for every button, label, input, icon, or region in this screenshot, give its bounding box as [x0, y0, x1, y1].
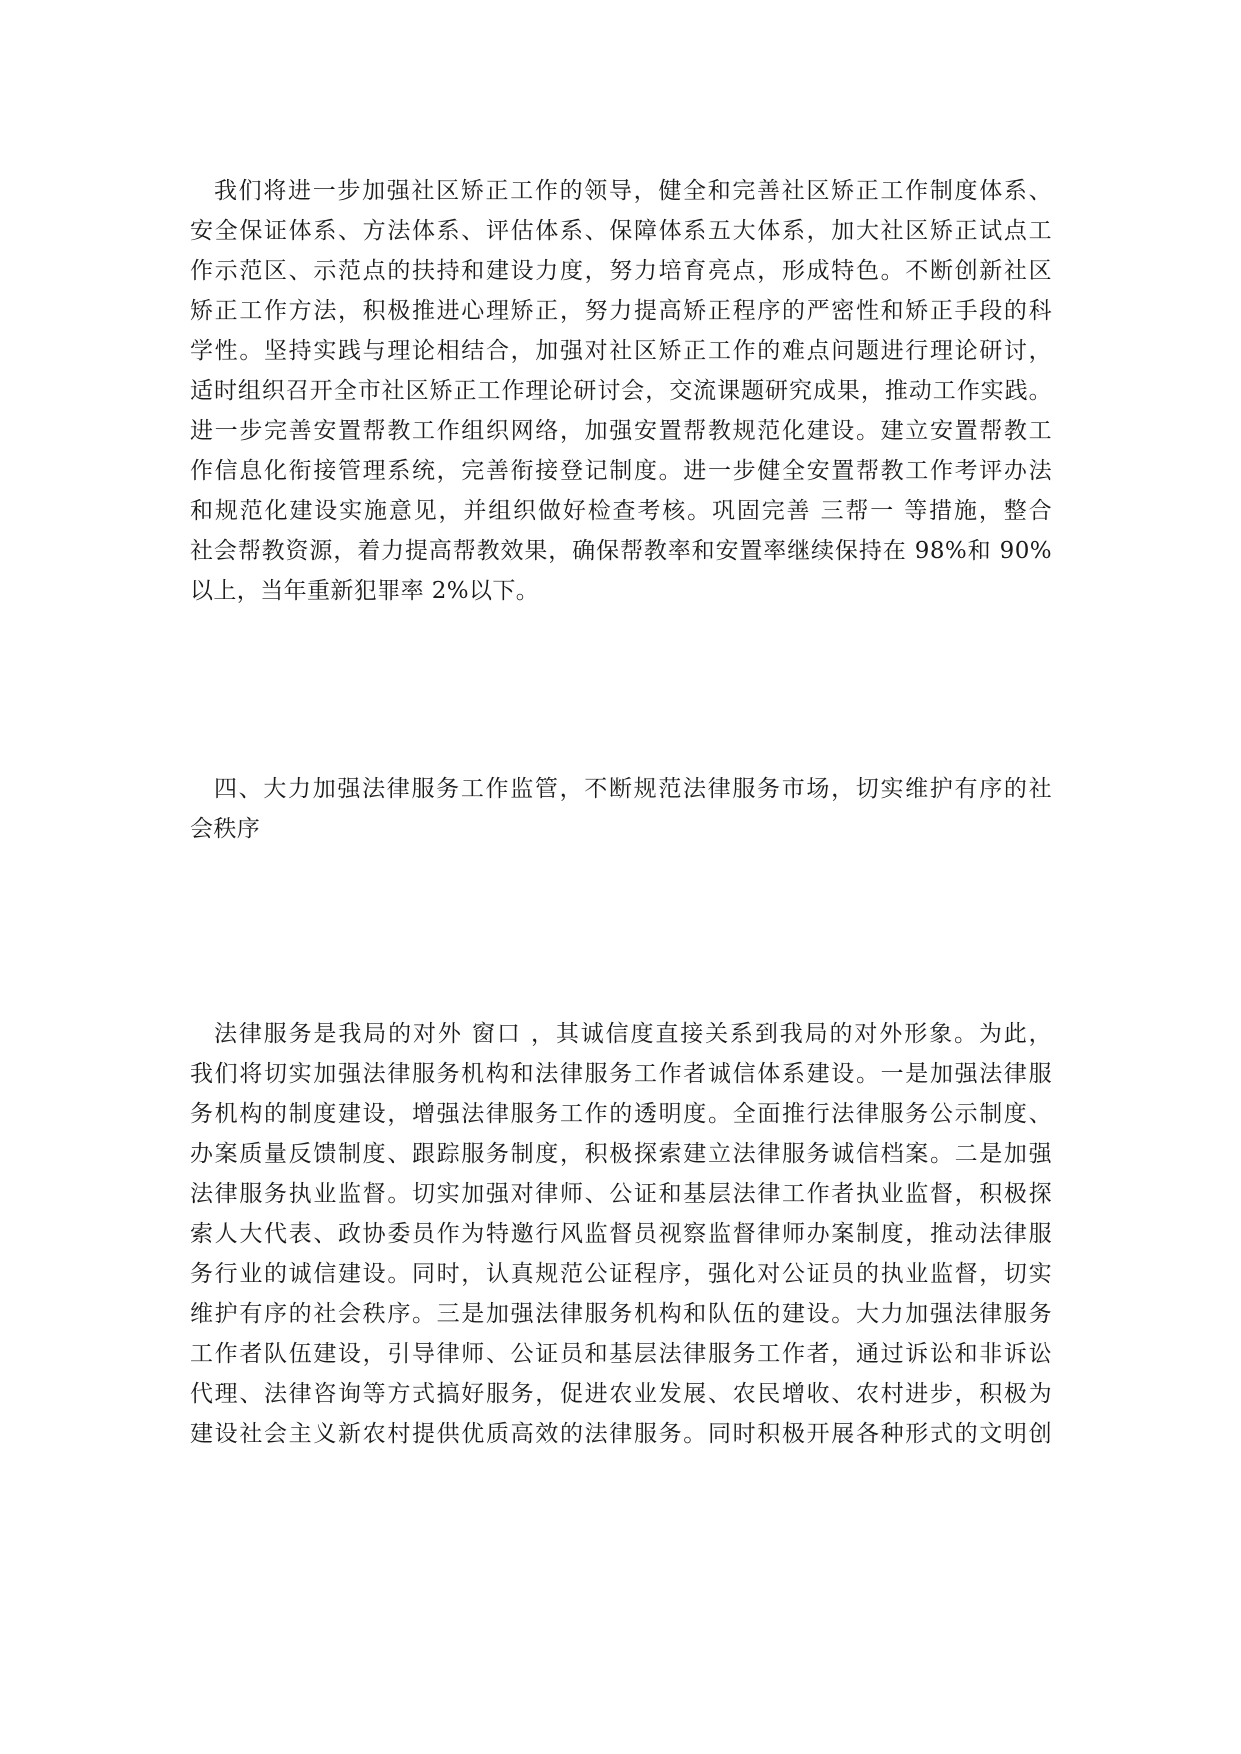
text-line: 和规范化建设实施意见，并组织做好检查考核。巩固完善 三帮一 等措施，整合 [190, 498, 1052, 524]
text-line: 务机构的制度建设，增强法律服务工作的透明度。全面推行法律服务公示制度、 [190, 1101, 1052, 1127]
text-line: 作信息化衔接管理系统，完善衔接登记制度。进一步健全安置帮教工作考评办法 [190, 458, 1052, 484]
text-line: 学性。坚持实践与理论相结合，加强对社区矫正工作的难点问题进行理论研讨， [190, 338, 1052, 364]
text-line: 法律服务是我局的对外 窗口 ，其诚信度直接关系到我局的对外形象。为此， [214, 1021, 1052, 1047]
text-line: 办案质量反馈制度、跟踪服务制度，积极探索建立法律服务诚信档案。二是加强 [190, 1141, 1052, 1167]
text-line: 进一步完善安置帮教工作组织网络，加强安置帮教规范化建设。建立安置帮教工 [190, 418, 1052, 444]
text-line: 我们将进一步加强社区矫正工作的领导，健全和完善社区矫正工作制度体系、 [214, 178, 1052, 204]
text-line: 法律服务执业监督。切实加强对律师、公证和基层法律工作者执业监督，积极探 [190, 1181, 1052, 1207]
text-line: 务行业的诚信建设。同时，认真规范公证程序，强化对公证员的执业监督，切实 [190, 1261, 1052, 1287]
text-line: 适时组织召开全市社区矫正工作理论研讨会，交流课题研究成果，推动工作实践。 [190, 378, 1052, 404]
text-line: 工作者队伍建设，引导律师、公证员和基层法律服务工作者，通过诉讼和非诉讼 [190, 1341, 1052, 1367]
text-line: 索人大代表、政协委员作为特邀行风监督员视察监督律师办案制度，推动法律服 [190, 1221, 1052, 1247]
section-heading-4 [190, 769, 1052, 849]
heading-line: 四、大力加强法律服务工作监管，不断规范法律服务市场，切实维护有序的社 [214, 776, 1052, 802]
text-line: 我们将切实加强法律服务机构和法律服务工作者诚信体系建设。一是加强法律服 [190, 1061, 1052, 1087]
text-line: 作示范区、示范点的扶持和建设力度，努力培育亮点，形成特色。不断创新社区 [190, 258, 1052, 284]
paragraph-community-correction [190, 171, 1052, 611]
text-line: 以上，当年重新犯罪率 2%以下。 [190, 578, 540, 604]
text-line: 维护有序的社会秩序。三是加强法律服务机构和队伍的建设。大力加强法律服务 [190, 1301, 1052, 1327]
heading-line: 会秩序 [190, 816, 261, 842]
text-line: 安全保证体系、方法体系、评估体系、保障体系五大体系，加大社区矫正试点工 [190, 218, 1052, 244]
text-line: 代理、法律咨询等方式搞好服务，促进农业发展、农民增收、农村进步，积极为 [190, 1381, 1052, 1407]
text-line: 建设社会主义新农村提供优质高效的法律服务。同时积极开展各种形式的文明创 [190, 1421, 1052, 1447]
paragraph-legal-services [190, 1014, 1052, 1454]
text-line: 社会帮教资源，着力提高帮教效果，确保帮教率和安置率继续保持在 98%和 90% [190, 538, 1052, 564]
text-line: 矫正工作方法，积极推进心理矫正，努力提高矫正程序的严密性和矫正手段的科 [190, 298, 1052, 324]
